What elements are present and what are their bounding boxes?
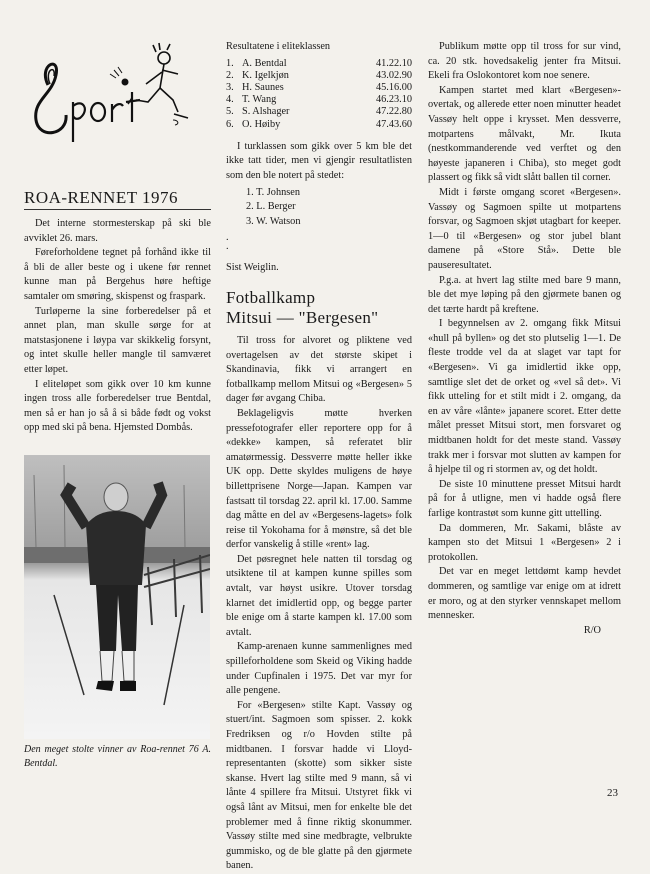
- result-time: 43.02.90: [375, 69, 412, 81]
- article1-paragraph: Det interne stormesterskap på ski ble avviklet 26. mars.: [24, 218, 211, 244]
- article2-paragraph: Publikum møtte opp til tross for sur vind, ca. 20 stk. hovedsakelig jenter fra Mitsui. Ekeli fra Oslokontoret kom noe senere.: [428, 41, 621, 82]
- article1-body: [24, 217, 211, 436]
- result-place: 1.: [226, 57, 234, 69]
- result-name: S. Alshager: [242, 106, 290, 118]
- sport-logo: [28, 40, 198, 150]
- results-row: [226, 94, 412, 106]
- article2-body-part1: [226, 334, 412, 874]
- column-2: [226, 40, 412, 874]
- results-row: [226, 82, 412, 94]
- article2-paragraph: Det pøsregnet hele natten til torsdag og utsiktene til at kampen kunne spilles som avtalt, var høyst usikre. Utover torsdag klarnet det imidlertid opp, og begge parter ble enige om å starte kampen kl. 17.00 som avtalt.: [226, 553, 412, 638]
- article2-paragraph: Midt i første omgang scoret «Bergesen». Vassøy og Sagmoen spilte ut motpartens forsvar, og Sagmoen skjøt utagbart for keeper. 1—0 til «Bergesen» og stor jubel blant damene på «Store Stå». Dette ble pauseresultatet.: [428, 186, 621, 271]
- tur-result-item: 2. L. Berger: [246, 201, 296, 213]
- results-title: Resultatene i eliteklassen: [226, 41, 331, 52]
- result-place: 2.: [226, 69, 234, 81]
- result-place: 4.: [226, 94, 234, 106]
- skier-illustration: [24, 455, 210, 739]
- spacer-dots: . .: [226, 232, 229, 253]
- result-name: H. Saunes: [242, 82, 284, 93]
- article2-headline: [226, 288, 412, 328]
- article2-paragraph: Beklageligvis møtte hverken pressefotografer eller reportere opp for å «dekke» kampen, så referatet blir amatørmessig. Dessverre møtte heller ikke UK opp. Dette skyldes muligens de høye billettprisene Norge—Japan. Kampen var fastsatt til torsdag 22. april kl. 17.00. Samme dag måtte en del av «Bergesens-lagets» folk reise til Yokohama for å mønstre, så det ble derfor vanskelig å stille «rent» lag.: [226, 407, 412, 551]
- result-time: 47.43.60: [375, 118, 412, 130]
- result-place: 3.: [226, 82, 234, 93]
- photo-caption: Den meget stolte vinner av Roa-rennet 76 A. Bentdal.: [24, 744, 211, 769]
- article2-paragraph: For «Bergesen» stilte Kapt. Vassøy og stuert/int. Sagmoen som spisser. 2. kokk Fredriksen og r/o Hovden stilte på midtbanen. I forsvar hadde vi Lloyd-representanten (skotte) som sikker siste skanse. Hvert lag stilte med 9 mann, så vi lånte 4 spillere fra Mitsui. Utstyret fikk vi også lånt av Mitsui, men for enkelte ble det problemer med å finne riktig skonummer. Vassøy stilte med sine medbragte, velbrukte gummisko, og de ble glatte på den gjørmete banen.: [226, 699, 412, 872]
- article1-paragraph: Føreforholdene tegnet på forhånd ikke til å bli de aller beste og i ukene før rennet kunne man på Bergehus høre heftige samtaler om smøring, skispenst og fraspark.: [24, 247, 211, 302]
- tur-text: I turklassen som gikk over 5 km ble det ikke tatt tider, men vi gjengir resultatlisten som den ble notert på stedet:: [226, 140, 412, 181]
- article2-headline-line2: Mitsui — "Bergesen": [226, 307, 379, 327]
- sport-logo-drawing: [28, 40, 198, 150]
- article1-signature: Sist Weiglin.: [226, 262, 279, 274]
- tur-result-item: 1. T. Johnsen: [246, 186, 300, 198]
- result-name: A. Bentdal: [242, 57, 287, 69]
- skier-photo: [24, 455, 210, 739]
- tur-result-item: 3. W. Watson: [246, 215, 301, 227]
- headline-rule: [24, 209, 211, 210]
- result-name: T. Wang: [242, 94, 277, 106]
- tur-results-list: [226, 186, 412, 230]
- article2-signature: R/O: [583, 624, 601, 636]
- result-place: 5.: [226, 106, 234, 118]
- result-time: 47.22.80: [375, 106, 412, 118]
- results-row: [226, 119, 412, 131]
- result-time: 46.23.10: [375, 94, 412, 106]
- result-name: K. Igelkjøn: [242, 69, 289, 81]
- article1-paragraph: I eliteløpet som gikk over 10 km kunne ingen tross alle forberedelser true Bentdal, men så er han jo så å si både født og vokst opp med ski på bena. Hjemsted Dombås.: [24, 378, 211, 434]
- article2-paragraph: Til tross for alvoret og pliktene ved overtagelsen av det største skipet i Skandinavia, fikk vi arrangert en fotballkamp mellom Mitsui og «Bergesen» 5 dager før avgang Chiba.: [226, 334, 412, 405]
- result-name: O. Høiby: [242, 118, 281, 130]
- article2-paragraph: Da dommeren, Mr. Sakami, blåste av kampen sto det Mitsui 1 «Bergesen» 2 i protokollen.: [428, 522, 621, 563]
- article2-paragraph: Det var en meget lettdømt kamp hevdet dommeren, og samtlige var enige om at idrett er moro, og at den styrker vennskapet mellom mennesker.: [428, 566, 621, 622]
- article2-paragraph: P.g.a. at hvert lag stilte med bare 9 mann, ble det mye løping på den gjørmete banen og det tærte hardt på kreftene.: [428, 274, 621, 315]
- article1-headline: ROA-RENNET 1976: [24, 188, 179, 207]
- results-row: [226, 106, 412, 118]
- column-3: [428, 40, 621, 638]
- results-table: [226, 58, 412, 131]
- result-place: 6.: [226, 118, 234, 130]
- article1-paragraph: Turløperne la sine forberedelser på et annet plan, man skulle sørge for at matstasjonene i løypa var skikkelig forsynt, og intet skulle heller mangle til samværet etter løpet.: [24, 305, 211, 375]
- result-time: 45.16.00: [375, 82, 412, 93]
- article2-headline-line1: Fotballkamp: [226, 287, 316, 307]
- results-row: [226, 70, 412, 82]
- article2-paragraph: De siste 10 minuttene presset Mitsui hardt på for å utligne, men vi hadde også flere farlige kontrastøt som kunne gitt uttelling.: [428, 478, 621, 519]
- page-number: 23: [607, 787, 618, 799]
- results-row: [226, 58, 412, 70]
- article2-paragraph: I begynnelsen av 2. omgang fikk Mitsui «hull på byllen» og det sto plutselig 1—1. De fleste trodde vel da at slaget var tapt for «Bergesen». Vi ga imidlertid ikke opp, samtlige slet det de orket og «vel så det». Vi fikk utteling for et stilt midt i 2. omgang, da en av våre «lånte» japanere scoret. Etter dette målet presset Mitsui stort, men forsvaret og midtbanen holdt for det meste stand. Vassøy trakk mer i forsvar mot slutten av kampen for å hjelpe til og ri stormen av, og det holdt.: [428, 318, 621, 476]
- result-time: 41.22.10: [375, 57, 412, 69]
- article2-paragraph: Kamp-arenaen kunne sammenlignes med spilleforholdene som Skeid og Viking hadde under Cupfinalen i 1975. Det var myr for alle pengene.: [226, 641, 412, 697]
- article2-paragraph: Kampen startet med klart «Bergesen»-overtak, og allerede etter noen minutter headet Vassøy helt oppe i krysset. Men dessverre, motpartens målvakt, Mr. Ikuta (nestkommanderende ved verftet og den høyeste japaneren i Chiba), sto meget godt plassert og fikk så vidt slått ballen til corner.: [428, 84, 621, 184]
